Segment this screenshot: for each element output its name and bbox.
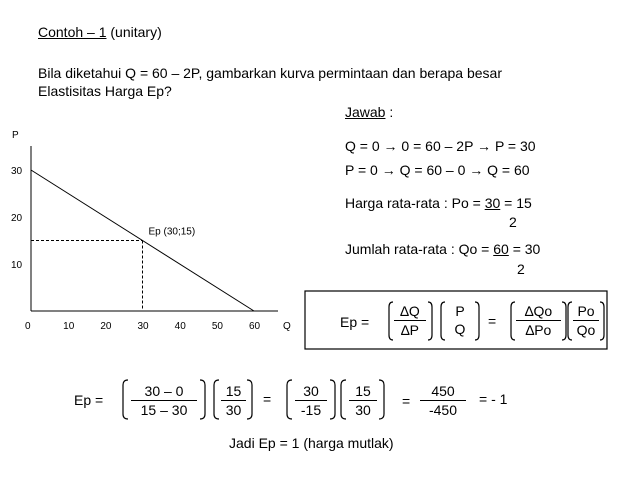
- series-layer: [31, 170, 254, 311]
- x-tick-label: 10: [63, 321, 75, 332]
- answer-line-1: Q = 0 → 0 = 60 – 2P → P = 30: [345, 138, 536, 154]
- answer-line-2: P = 0 → Q = 60 – 0 → Q = 60: [345, 162, 530, 178]
- x-tick-label: 60: [249, 321, 261, 332]
- answer-label: Jawab :: [345, 104, 394, 120]
- calc-fraction-2: $\frac{15}{30}$: [221, 382, 246, 419]
- x-tick-label: 0: [25, 321, 31, 332]
- tick-layer: [11, 166, 261, 332]
- y-tick-label: 20: [11, 213, 23, 224]
- y-axis-label: P: [12, 130, 19, 141]
- x-tick-label: 30: [137, 321, 149, 332]
- formula-fraction-po-qo: $\frac{Po}{Qo}$: [573, 302, 599, 339]
- calc-fraction-5: $\frac{450}{-450}$: [420, 382, 466, 419]
- x-tick-label: 40: [174, 321, 186, 332]
- calc-lhs: Ep =: [74, 392, 104, 408]
- formula-lhs: Ep =: [340, 314, 370, 330]
- formula-fraction-p-q: P Q: [454, 303, 466, 337]
- answer-line-3-denominator: 2: [509, 214, 517, 230]
- y-tick-label: 30: [11, 166, 23, 177]
- calc-result: = - 1: [479, 391, 508, 407]
- conclusion: Jadi Ep = 1 (harga mutlak): [229, 435, 394, 451]
- x-tick-label: 50: [211, 321, 223, 332]
- question-line-1: Bila diketahui Q = 60 – 2P, gambarkan kurva permintaan dan berapa besar: [38, 65, 502, 81]
- formula-equals: =: [488, 313, 497, 329]
- calc-fraction-3: $\frac{30}{-15}$: [295, 382, 327, 419]
- calc-fraction-1: $\frac{30 - 0}{15 - 30}$: [131, 382, 197, 419]
- x-axis-label: Q: [283, 321, 291, 332]
- calc-equals-2: =: [402, 393, 411, 409]
- point-label: Ep (30;15): [148, 226, 196, 238]
- answer-line-3: Harga rata-rata : Po = 30 = 15: [345, 195, 532, 211]
- x-tick-label: 20: [100, 321, 112, 332]
- y-tick-label: 10: [11, 260, 23, 271]
- question-line-2: Elastisitas Harga Ep?: [38, 83, 172, 99]
- demand-curve-line: [31, 170, 254, 311]
- answer-line-4: Jumlah rata-rata : Qo = 60 = 30: [345, 241, 541, 257]
- formula-fraction-dqo-dpo: $\frac{\Delta Qo}{\Delta Po}$: [516, 302, 561, 339]
- answer-line-4-denominator: 2: [517, 261, 525, 277]
- calc-equals-1: =: [263, 391, 272, 407]
- calc-fraction-4: $\frac{15}{30}$: [349, 382, 377, 419]
- example-title: Contoh – 1 (unitary): [38, 24, 162, 40]
- formula-fraction-dq-dp: $\frac{\Delta Q}{\Delta P}$: [394, 302, 426, 339]
